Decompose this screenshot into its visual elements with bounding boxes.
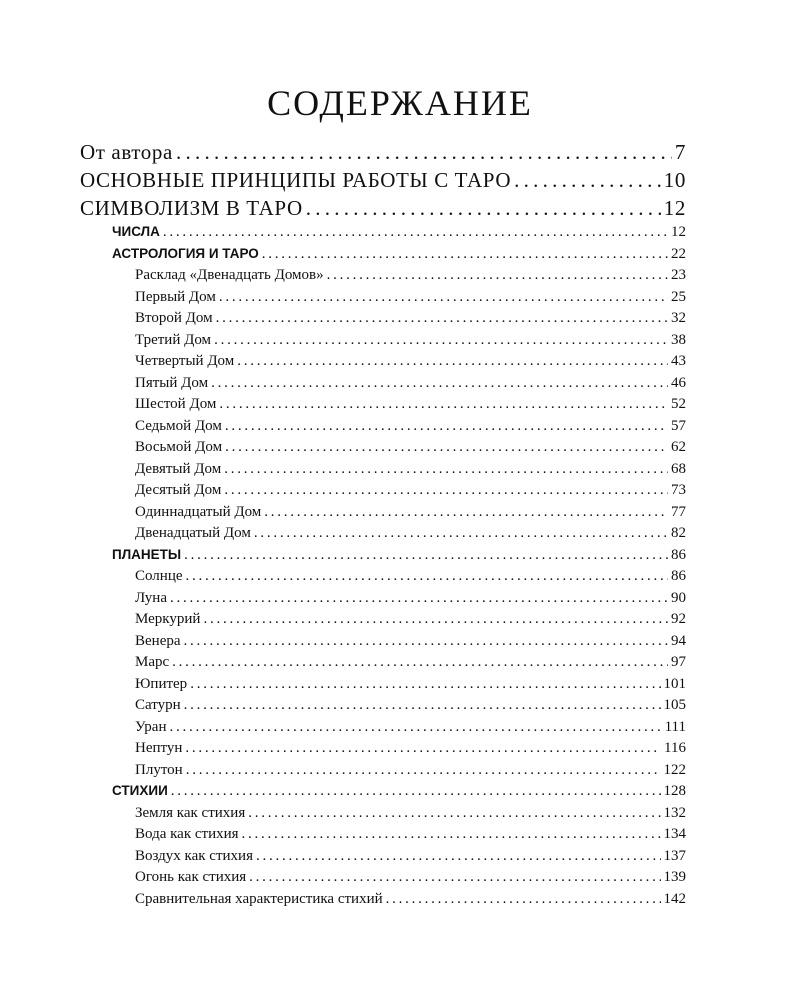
toc-entry-title: Четвертый Дом [135, 353, 235, 369]
toc-page-number: 62 [671, 439, 686, 455]
toc-page-number: 122 [663, 761, 686, 778]
toc-entry-title: Нептун [135, 740, 183, 756]
toc-page-number: 12 [663, 196, 686, 220]
toc-subsection [135, 375, 686, 392]
toc-page-number: 43 [671, 353, 686, 369]
toc-subsection [135, 461, 686, 478]
toc-entry-title: Марс [135, 654, 170, 670]
dot-leader [216, 310, 668, 327]
toc-section [112, 224, 686, 241]
toc-page-number: 82 [671, 525, 686, 541]
toc-page-number: 92 [671, 611, 686, 627]
dot-leader [171, 783, 661, 800]
toc-subsection [135, 310, 686, 327]
toc-subsection [135, 439, 686, 456]
dot-leader [214, 332, 668, 349]
dot-leader [184, 697, 661, 714]
toc-entry-title: Двенадцатый Дом [135, 525, 251, 541]
dot-leader [170, 719, 662, 736]
toc-chapter [80, 168, 686, 193]
dot-leader [386, 891, 661, 908]
toc-subsection [135, 826, 686, 843]
toc-entry-title: ЧИСЛА [112, 224, 160, 239]
toc-subsection [135, 891, 686, 908]
toc-entry-title: Венера [135, 632, 181, 649]
toc-page-number: 86 [671, 546, 686, 563]
toc-entry-title: Воздух как стихия [135, 847, 253, 864]
toc-section [112, 783, 686, 800]
toc-page-number: 137 [663, 847, 686, 864]
toc-page-number: 111 [664, 718, 686, 735]
toc-subsection [135, 289, 686, 306]
dot-leader [172, 654, 668, 671]
toc-page-number: 22 [671, 245, 686, 262]
dot-leader [242, 826, 661, 843]
toc-entry-title: Луна [135, 589, 167, 606]
toc-entry-title: Третий Дом [135, 331, 212, 348]
toc-subsection [135, 267, 686, 284]
toc-subsection [135, 504, 686, 521]
dot-leader [256, 848, 661, 865]
toc-entry-title: АСТРОЛОГИЯ И ТАРО [112, 245, 259, 261]
dot-leader [249, 869, 660, 886]
toc-entry-title: Меркурий [135, 611, 201, 627]
toc-page-number: 116 [664, 740, 686, 756]
page-title: СОДЕРЖАНИЕ [267, 83, 533, 123]
dot-leader [219, 396, 668, 413]
dot-leader [225, 418, 668, 435]
toc-chapter [80, 140, 686, 165]
toc-entry-title: СТИХИИ [112, 783, 168, 798]
dot-leader [254, 525, 668, 542]
toc-section [112, 246, 686, 263]
toc-entry-title: Вода как стихия [135, 826, 239, 842]
dot-leader [219, 289, 668, 306]
toc-entry-title: От автора [80, 140, 173, 164]
dot-leader [184, 547, 668, 564]
toc-subsection [135, 762, 686, 779]
toc-subsection [135, 482, 686, 499]
toc-entry-title: Восьмой Дом [135, 439, 223, 455]
toc-entry-title: Девятый Дом [135, 460, 222, 477]
toc-entry-title: Расклад «Двенадцать Домов» [135, 267, 324, 283]
toc-entry-title: Второй Дом [135, 310, 213, 326]
toc-page-number: 52 [671, 396, 686, 412]
dot-leader [184, 633, 668, 650]
toc-entry-title: Первый Дом [135, 288, 216, 305]
dot-leader [248, 805, 660, 822]
toc-subsection [135, 611, 686, 628]
toc-entry-title: Одиннадцатый Дом [135, 503, 262, 520]
toc-entry-title: Десятый Дом [135, 482, 222, 498]
dot-leader [186, 762, 661, 779]
toc-subsection [135, 654, 686, 671]
toc-subsection [135, 568, 686, 585]
toc-page-number: 134 [663, 826, 686, 842]
toc-page-number: 97 [671, 654, 686, 670]
toc-entry-title: Сатурн [135, 697, 181, 713]
toc-chapter [80, 196, 686, 221]
dot-leader [262, 246, 668, 263]
toc-section [112, 547, 686, 564]
dot-leader [176, 140, 672, 165]
toc-subsection [135, 697, 686, 714]
toc-page-number: 101 [663, 675, 686, 692]
toc-entry-title: Солнце [135, 568, 183, 584]
dot-leader [185, 740, 661, 757]
toc-page-number: 68 [671, 460, 686, 477]
toc-subsection [135, 525, 686, 542]
toc-subsection [135, 418, 686, 435]
toc-subsection [135, 353, 686, 370]
toc-page-number: 132 [663, 804, 686, 821]
toc-page-number: 94 [671, 632, 686, 649]
toc-entry-title: Седьмой Дом [135, 417, 222, 434]
toc-subsection [135, 740, 686, 757]
dot-leader [203, 611, 668, 628]
toc-subsection [135, 590, 686, 607]
toc-subsection [135, 719, 686, 736]
toc-entry-title: СИМВОЛИЗМ В ТАРО [80, 196, 303, 220]
dot-leader [190, 676, 660, 693]
dot-leader [224, 482, 668, 499]
toc-subsection [135, 676, 686, 693]
toc-entry-title: Плутон [135, 761, 183, 778]
toc-page-number: 128 [663, 783, 686, 799]
toc-subsection [135, 633, 686, 650]
toc-subsection [135, 805, 686, 822]
toc-page-number: 38 [671, 331, 686, 348]
toc-page-number: 90 [671, 589, 686, 606]
toc-subsection [135, 869, 686, 886]
dot-leader [264, 504, 668, 521]
toc-entry-title: Огонь как стихия [135, 869, 247, 885]
dot-leader [170, 590, 668, 607]
toc-page-number: 25 [671, 288, 686, 305]
toc-entry-title: ОСНОВНЫЕ ПРИНЦИПЫ РАБОТЫ С ТАРО [80, 168, 512, 192]
toc-page-number: 7 [674, 140, 686, 164]
toc-entry-title: Пятый Дом [135, 374, 209, 391]
toc-entry-title: Уран [135, 718, 167, 735]
toc-page-number: 139 [663, 869, 686, 885]
toc-entry-title: ПЛАНЕТЫ [112, 546, 182, 562]
toc-page-number: 142 [663, 890, 686, 907]
toc-page-number: 77 [671, 503, 686, 520]
toc-page-number: 23 [671, 267, 686, 283]
toc-entry-title: Сравнительная характеристика стихий [135, 890, 383, 907]
toc-entry-title: Шестой Дом [135, 396, 217, 412]
toc-page-number: 105 [663, 697, 686, 713]
toc-page-number: 57 [671, 417, 686, 434]
dot-leader [163, 224, 668, 241]
toc-page-number: 46 [671, 374, 686, 391]
toc-subsection [135, 332, 686, 349]
dot-leader [237, 353, 668, 370]
toc-page-number: 12 [671, 224, 686, 240]
dot-leader [327, 267, 668, 284]
dot-leader [186, 568, 668, 585]
toc-subsection [135, 396, 686, 413]
toc-page-number: 73 [671, 482, 686, 498]
dot-leader [514, 168, 661, 193]
toc-page-number: 32 [671, 310, 686, 326]
toc-subsection [135, 848, 686, 865]
dot-leader [225, 439, 668, 456]
dot-leader [211, 375, 668, 392]
dot-leader [224, 461, 668, 478]
toc-entry-title: Юпитер [135, 675, 188, 692]
toc-page-number: 86 [671, 568, 686, 584]
toc-page-number: 10 [663, 168, 686, 192]
dot-leader [306, 196, 661, 221]
toc-entry-title: Земля как стихия [135, 804, 246, 821]
